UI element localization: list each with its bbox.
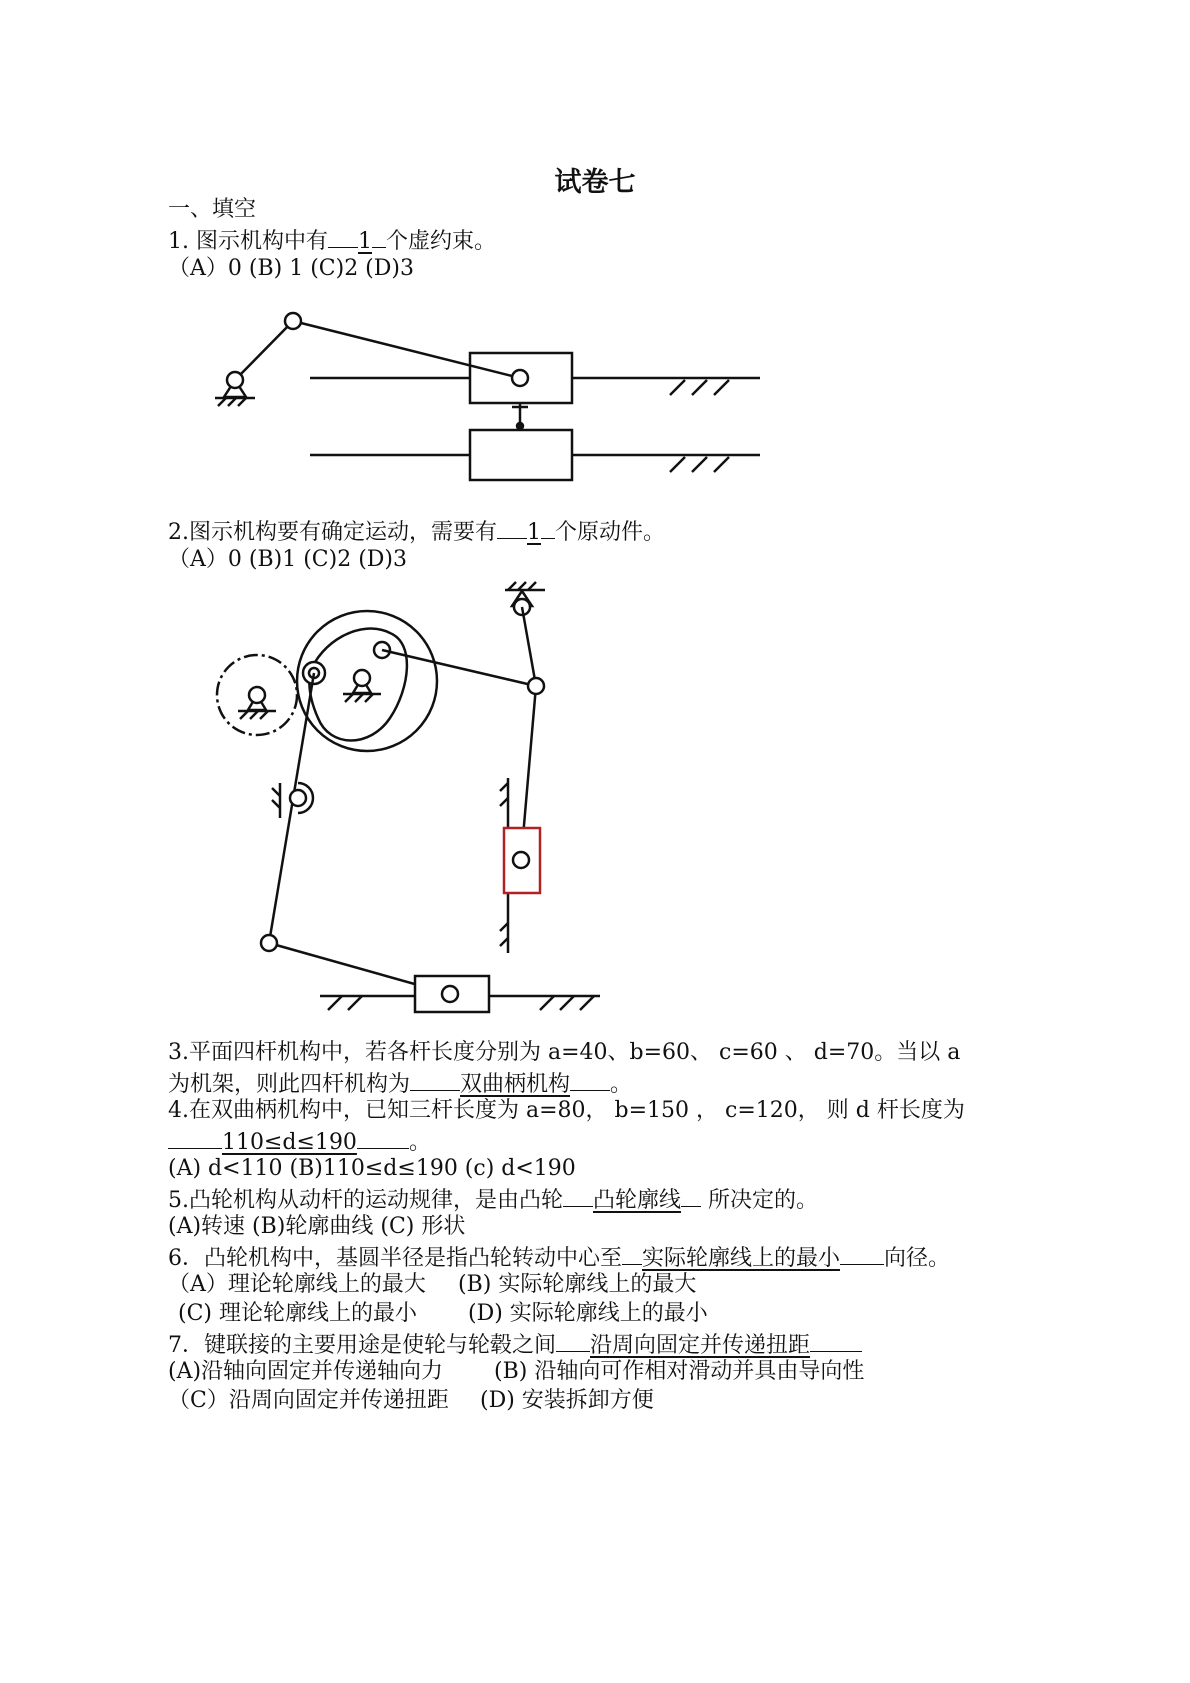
q2-blank-lead: [497, 516, 527, 539]
q6-answer: 实际轮廓线上的最小: [642, 1246, 841, 1271]
q6-blank-trail: [840, 1242, 884, 1265]
q3-blank-lead: [410, 1068, 460, 1091]
question-6-option-d: (D) 实际轮廓线上的最小: [468, 1301, 708, 1326]
question-2-stem: [168, 516, 665, 547]
q3-prefix: 为机架，则此四杆机构为: [168, 1072, 411, 1097]
question-7-option-d: (D) 安装拆卸方便: [480, 1388, 654, 1413]
q1-blank-trail: [372, 225, 386, 248]
q5-prefix: 5.凸轮机构从动杆的运动规律，是由凸轮: [168, 1188, 563, 1213]
question-7-option-a: (A)沿轴向固定并传递轴向力: [168, 1359, 444, 1384]
figure-1-mechanism: [200, 300, 780, 500]
q6-prefix: 6．凸轮机构中，基圆半径是指凸轮转动中心至: [168, 1246, 622, 1271]
question-6-stem: [168, 1242, 950, 1273]
q4-blank-trail: [357, 1126, 409, 1149]
q2-prefix: 2.图示机构要有确定运动，需要有: [168, 520, 497, 545]
question-4-options: (A) d<110 (B)110≤d≤190 (c) d<190: [168, 1156, 576, 1181]
q7-blank-trail: [810, 1329, 862, 1352]
question-4-line-2: [168, 1126, 431, 1157]
q4-suffix: 。: [408, 1130, 431, 1155]
figure-2-mechanism: [210, 578, 610, 1018]
q5-suffix: 所决定的。: [708, 1188, 819, 1213]
question-2-options: （A）0 (B)1 (C)2 (D)3: [168, 547, 407, 572]
question-7-stem: [168, 1329, 862, 1360]
q4-answer: 110≤d≤190: [222, 1130, 357, 1155]
q3-answer: 双曲柄机构: [460, 1072, 571, 1097]
question-7-option-b: (B) 沿轴向可作相对滑动并具由导向性: [494, 1359, 865, 1384]
question-5-stem: [168, 1184, 818, 1215]
q1-answer: 1: [357, 229, 372, 254]
question-5-options: (A)转速 (B)轮廓曲线 (C) 形状: [168, 1214, 466, 1239]
question-1-stem: [168, 225, 496, 256]
page-title: 试卷七: [554, 167, 636, 198]
question-7-option-c: （C）沿周向固定并传递扭距: [168, 1388, 449, 1413]
question-1-options: （A）0 (B) 1 (C)2 (D)3: [168, 256, 414, 281]
q3-blank-trail: [570, 1068, 610, 1091]
q7-answer: 沿周向固定并传递扭距: [590, 1333, 811, 1358]
question-4-line-1: 4.在双曲柄机构中，已知三杆长度为 a=80， b=150 ， c=120， 则 d 杆长度为: [168, 1098, 965, 1123]
q7-prefix: 7．键联接的主要用途是使轮与轮毂之间: [168, 1333, 556, 1358]
question-3-line-2: [168, 1068, 632, 1099]
q6-suffix: 向径。: [884, 1246, 951, 1271]
section-heading: 一、填空: [168, 197, 257, 222]
q1-suffix: 个虚约束。: [385, 229, 496, 254]
q4-blank-lead: [168, 1126, 222, 1149]
q5-answer: 凸轮廓线: [593, 1188, 682, 1213]
q7-blank-lead: [556, 1329, 590, 1352]
q3-suffix: 。: [610, 1072, 633, 1097]
q2-blank-trail: [541, 516, 555, 539]
q2-answer: 1: [527, 520, 541, 545]
question-6-option-a: （A）理论轮廓线上的最大: [168, 1272, 426, 1297]
q1-prefix: 1. 图示机构中有: [168, 229, 328, 254]
question-6-option-c: (C) 理论轮廓线上的最小: [178, 1301, 417, 1326]
q2-suffix: 个原动件。: [555, 520, 666, 545]
q5-blank-trail: [681, 1184, 701, 1207]
q1-blank-lead: [328, 225, 358, 248]
q5-blank-lead: [563, 1184, 593, 1207]
question-6-option-b: (B) 实际轮廓线上的最大: [458, 1272, 697, 1297]
q6-blank-lead: [622, 1242, 642, 1265]
question-3-line-1: 3.平面四杆机构中，若各杆长度分别为 a=40、b=60、 c=60 、 d=70。当以 a: [168, 1040, 961, 1065]
